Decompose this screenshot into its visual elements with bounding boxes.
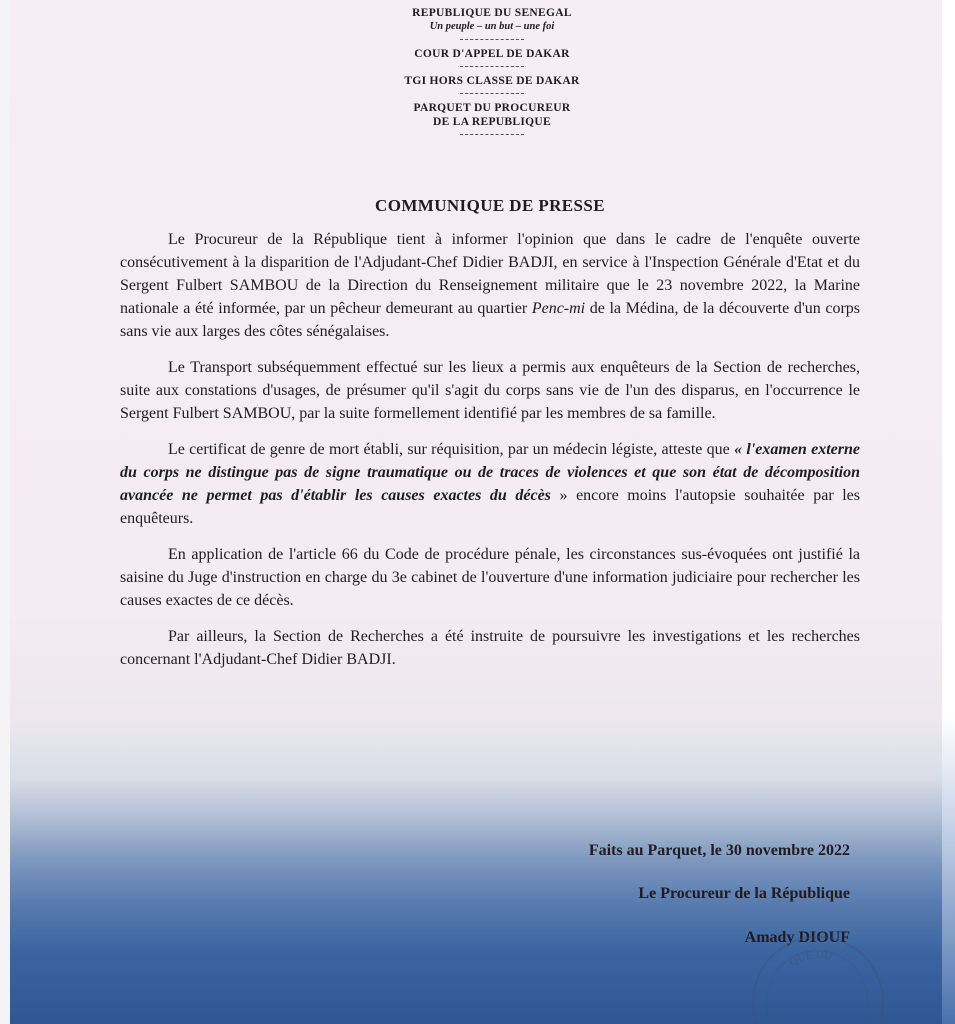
paragraph-2: Le Transport subséquemment effectué sur les lieux a permis aux enquêteurs de la Section de recherches, suite aux constations d'usages, de présumer qu'il s'agit du corps sans vie de l'un des disparus, en l'occurrence le Sergent Fulbert SAMBOU, par la suite formellement identifié par les membres de sa famille. [120, 359, 860, 422]
divider [460, 66, 524, 67]
document-title: COMMUNIQUE DE PRESSE [375, 196, 605, 215]
national-motto: Un peuple – un but – une foi [429, 21, 555, 32]
paragraph-3: Le certificat de genre de mort établi, sur réquisition, par un médecin légiste, atteste que « l'examen externe du corps ne distingue pas de signe traumatique ou de traces de violences et que son état de décomposition avancée ne permet pas d'établir les causes exactes du décès » encore moins l'autopsie souhaitée par les enquêteurs. [120, 441, 861, 527]
svg-text:QUE DU: QUE DU [787, 948, 834, 969]
place-name: Penc-mi [531, 300, 586, 317]
court-of-appeal-line: COUR D'APPEL DE DAKAR [414, 48, 570, 60]
divider [460, 93, 524, 94]
republic-line: REPUBLIQUE DU SENEGAL [412, 7, 572, 19]
paragraph-4: En application de l'article 66 du Code de procédure pénale, les circonstances sus-évoquées ont justifié la saisine du Juge d'instruction en charge du 3e cabinet de l'ouverture d'une information judiciaire pour rechercher les causes exactes de ce décès. [120, 546, 860, 609]
official-seal [752, 936, 884, 1024]
document-page [10, 0, 942, 1024]
paragraph-5: Par ailleurs, la Section de Recherches a été instruite de poursuivre les investigations et les recherches concernant l'Adjudant-Chef Didier BADJI. [120, 628, 860, 668]
place-and-date: Faits au Parquet, le 30 novembre 2022 [588, 842, 850, 859]
paragraph-1: Le Procureur de la République tient à informer l'opinion que dans le cadre de l'enquête ouverte consécutivement à la disparition de l'Adjudant-Chef Didier BADJI, en service à l'Inspection Générale d'Etat et du Sergent Fulbert SAMBOU de la Direction du Renseignement militaire que le 23 novembre 2022, la Marine nationale a été informée, par un pêcheur demeurant au quartier Penc-mi de la Médina, de la découverte d'un corps sans vie aux larges des côtes sénégalaises. [120, 231, 861, 340]
seal-lettering [754, 938, 882, 1024]
document-body [120, 228, 860, 684]
divider [460, 39, 524, 40]
divider [460, 134, 524, 135]
signatory-role: Le Procureur de la République [638, 885, 850, 902]
medical-quote: « l'examen externe du corps ne distingue pas de signe traumatique ou de traces de violences et que son état de décomposition avancée ne permet pas d'établir les causes exactes du décès [120, 441, 861, 504]
tgi-line: TGI HORS CLASSE DE DAKAR [404, 75, 580, 87]
background-edge [942, 0, 955, 1024]
parquet-line-2: DE LA REPUBLIQUE [433, 116, 551, 128]
signatory-name: Amady DIOUF [744, 929, 850, 946]
parquet-line-1: PARQUET DU PROCUREUR [413, 102, 571, 114]
